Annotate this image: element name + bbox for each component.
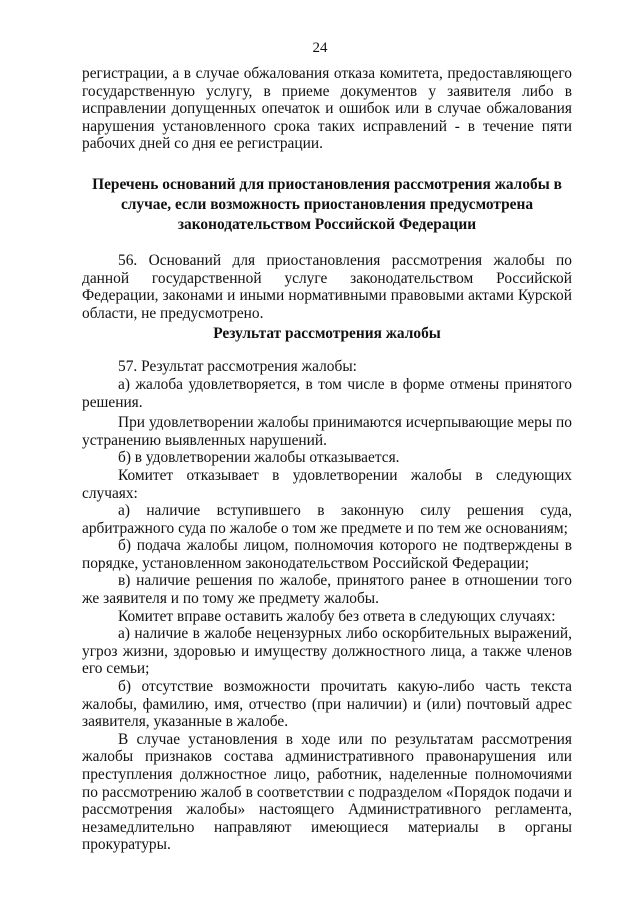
section-heading-result: Результат рассмотрения жалобы: [213, 325, 441, 343]
refusal-intro: Комитет отказывает в удовлетворении жалобы в следующих случаях:: [82, 466, 572, 502]
paragraph-57: 57. Результат рассмотрения жалобы:: [118, 358, 357, 376]
refusal-item-a: а) наличие вступившего в законную силу решения суда, арбитражного суда по жалобе о том же предмете и по тем же основаниям;: [82, 502, 572, 537]
intro-paragraph: регистрации, а в случае обжалования отказа комитета, предоставляющего государственную услугу, в приеме документов у заявителя либо в исправлении допущенных опечаток и ошибок или в случае обжалования нарушения установленного срока таких исправлений - в течение пяти рабочих дней со дня ее регистрации.: [82, 65, 572, 153]
section-heading-suspension: Перечень оснований для приостановления рассмотрения жалобы в случае, если возможность приостановления предусмотрена законодательством Российской Федерации: [92, 175, 562, 233]
no-answer-item-b: б) отсутствие возможности прочитать какую-либо часть текста жалобы, фамилию, имя, отчество (при наличии) и (или) почтовый адрес заявителя, указанные в жалобе.: [82, 678, 572, 731]
page-content: [82, 65, 572, 854]
final-paragraph: В случае установления в ходе или по результатам рассмотрения жалобы признаков состава административного правонарушения или преступления должностное лицо, работник, наделенные полномочиями по рассмотрению жалоб в соответствии с подразделом «Порядок подачи и рассмотрения жалобы» настоящего Административного регламента, незамедлительно направляют имеющиеся материалы в органы прокуратуры.: [82, 730, 572, 854]
result-item-a: а) жалоба удовлетворяется, в том числе в форме отмены принятого решения.: [82, 375, 572, 411]
refusal-item-c: в) наличие решения по жалобе, принятого ранее в отношении того же заявителя и по тому же предмету жалобы.: [82, 572, 572, 608]
no-answer-item-a: а) наличие в жалобе нецензурных либо оскорбительных выражений, угроз жизни, здоровью и имуществу должностного лица, а также членов его семьи;: [82, 625, 572, 678]
page-number: 24: [312, 40, 328, 56]
refusal-item-b: б) подача жалобы лицом, полномочия которого не подтверждены в порядке, установленном законодательством Российской Федерации;: [82, 537, 572, 572]
paragraph-56: 56. Оснований для приостановления рассмотрения жалобы по данной государственной услуге законодательством Российской Федерации, законами и иными нормативными правовыми актами Курской области, не предусмотрено.: [82, 251, 572, 322]
no-answer-intro: Комитет вправе оставить жалобу без ответа в следующих случаях:: [118, 607, 556, 625]
result-item-b: б) в удовлетворении жалобы отказывается.: [118, 449, 400, 467]
satisfaction-note: При удовлетворении жалобы принимаются исчерпывающие меры по устранению выявленных нарушений.: [82, 414, 572, 449]
